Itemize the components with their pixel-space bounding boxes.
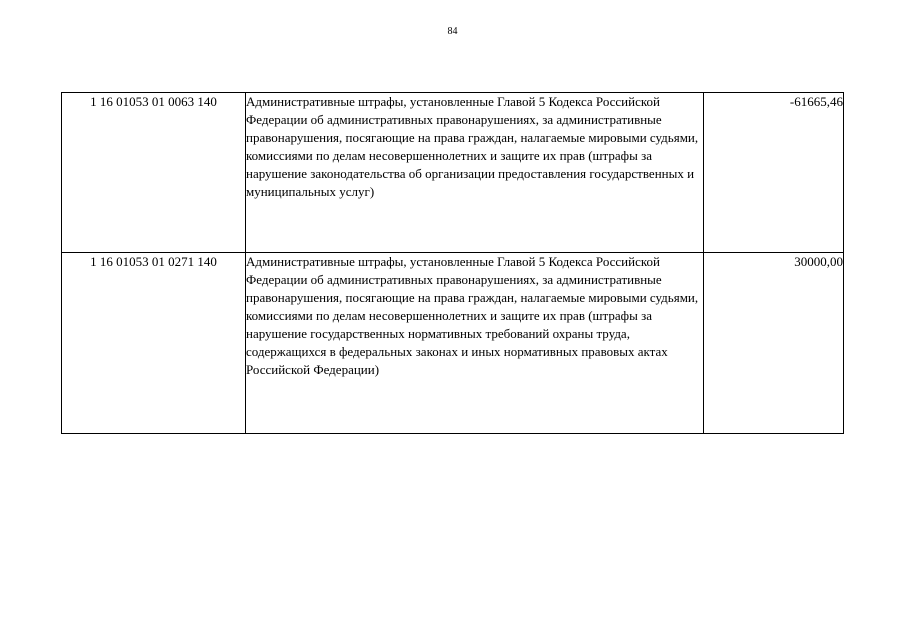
budget-code-cell: 1 16 01053 01 0271 140 xyxy=(62,253,246,434)
description-cell: Административные штрафы, установленные Главой 5 Кодекса Российской Федерации об административных правонарушениях, за административные правонарушения, посягающие на права граждан, налагаемые мировыми судьями, комиссиями по делам несовершеннолетних и защите их прав (штрафы за нарушение государственных нормативных требований охраны труда, содержащихся в федеральных законах и иных нормативных правовых актах Российской Федерации) xyxy=(246,253,704,434)
description-cell: Административные штрафы, установленные Главой 5 Кодекса Российской Федерации об административных правонарушениях, за административные правонарушения, посягающие на права граждан, налагаемые мировыми судьями, комиссиями по делам несовершеннолетних и защите их прав (штрафы за нарушение законодательства об организации предоставления государственных и муниципальных услуг) xyxy=(246,93,704,253)
amount-cell: 30000,00 xyxy=(704,253,844,434)
table-row xyxy=(62,253,844,434)
table-row xyxy=(62,93,844,253)
revenue-table xyxy=(61,92,844,434)
amount-cell: -61665,46 xyxy=(704,93,844,253)
budget-code-cell: 1 16 01053 01 0063 140 xyxy=(62,93,246,253)
page-number: 84 xyxy=(447,26,458,37)
